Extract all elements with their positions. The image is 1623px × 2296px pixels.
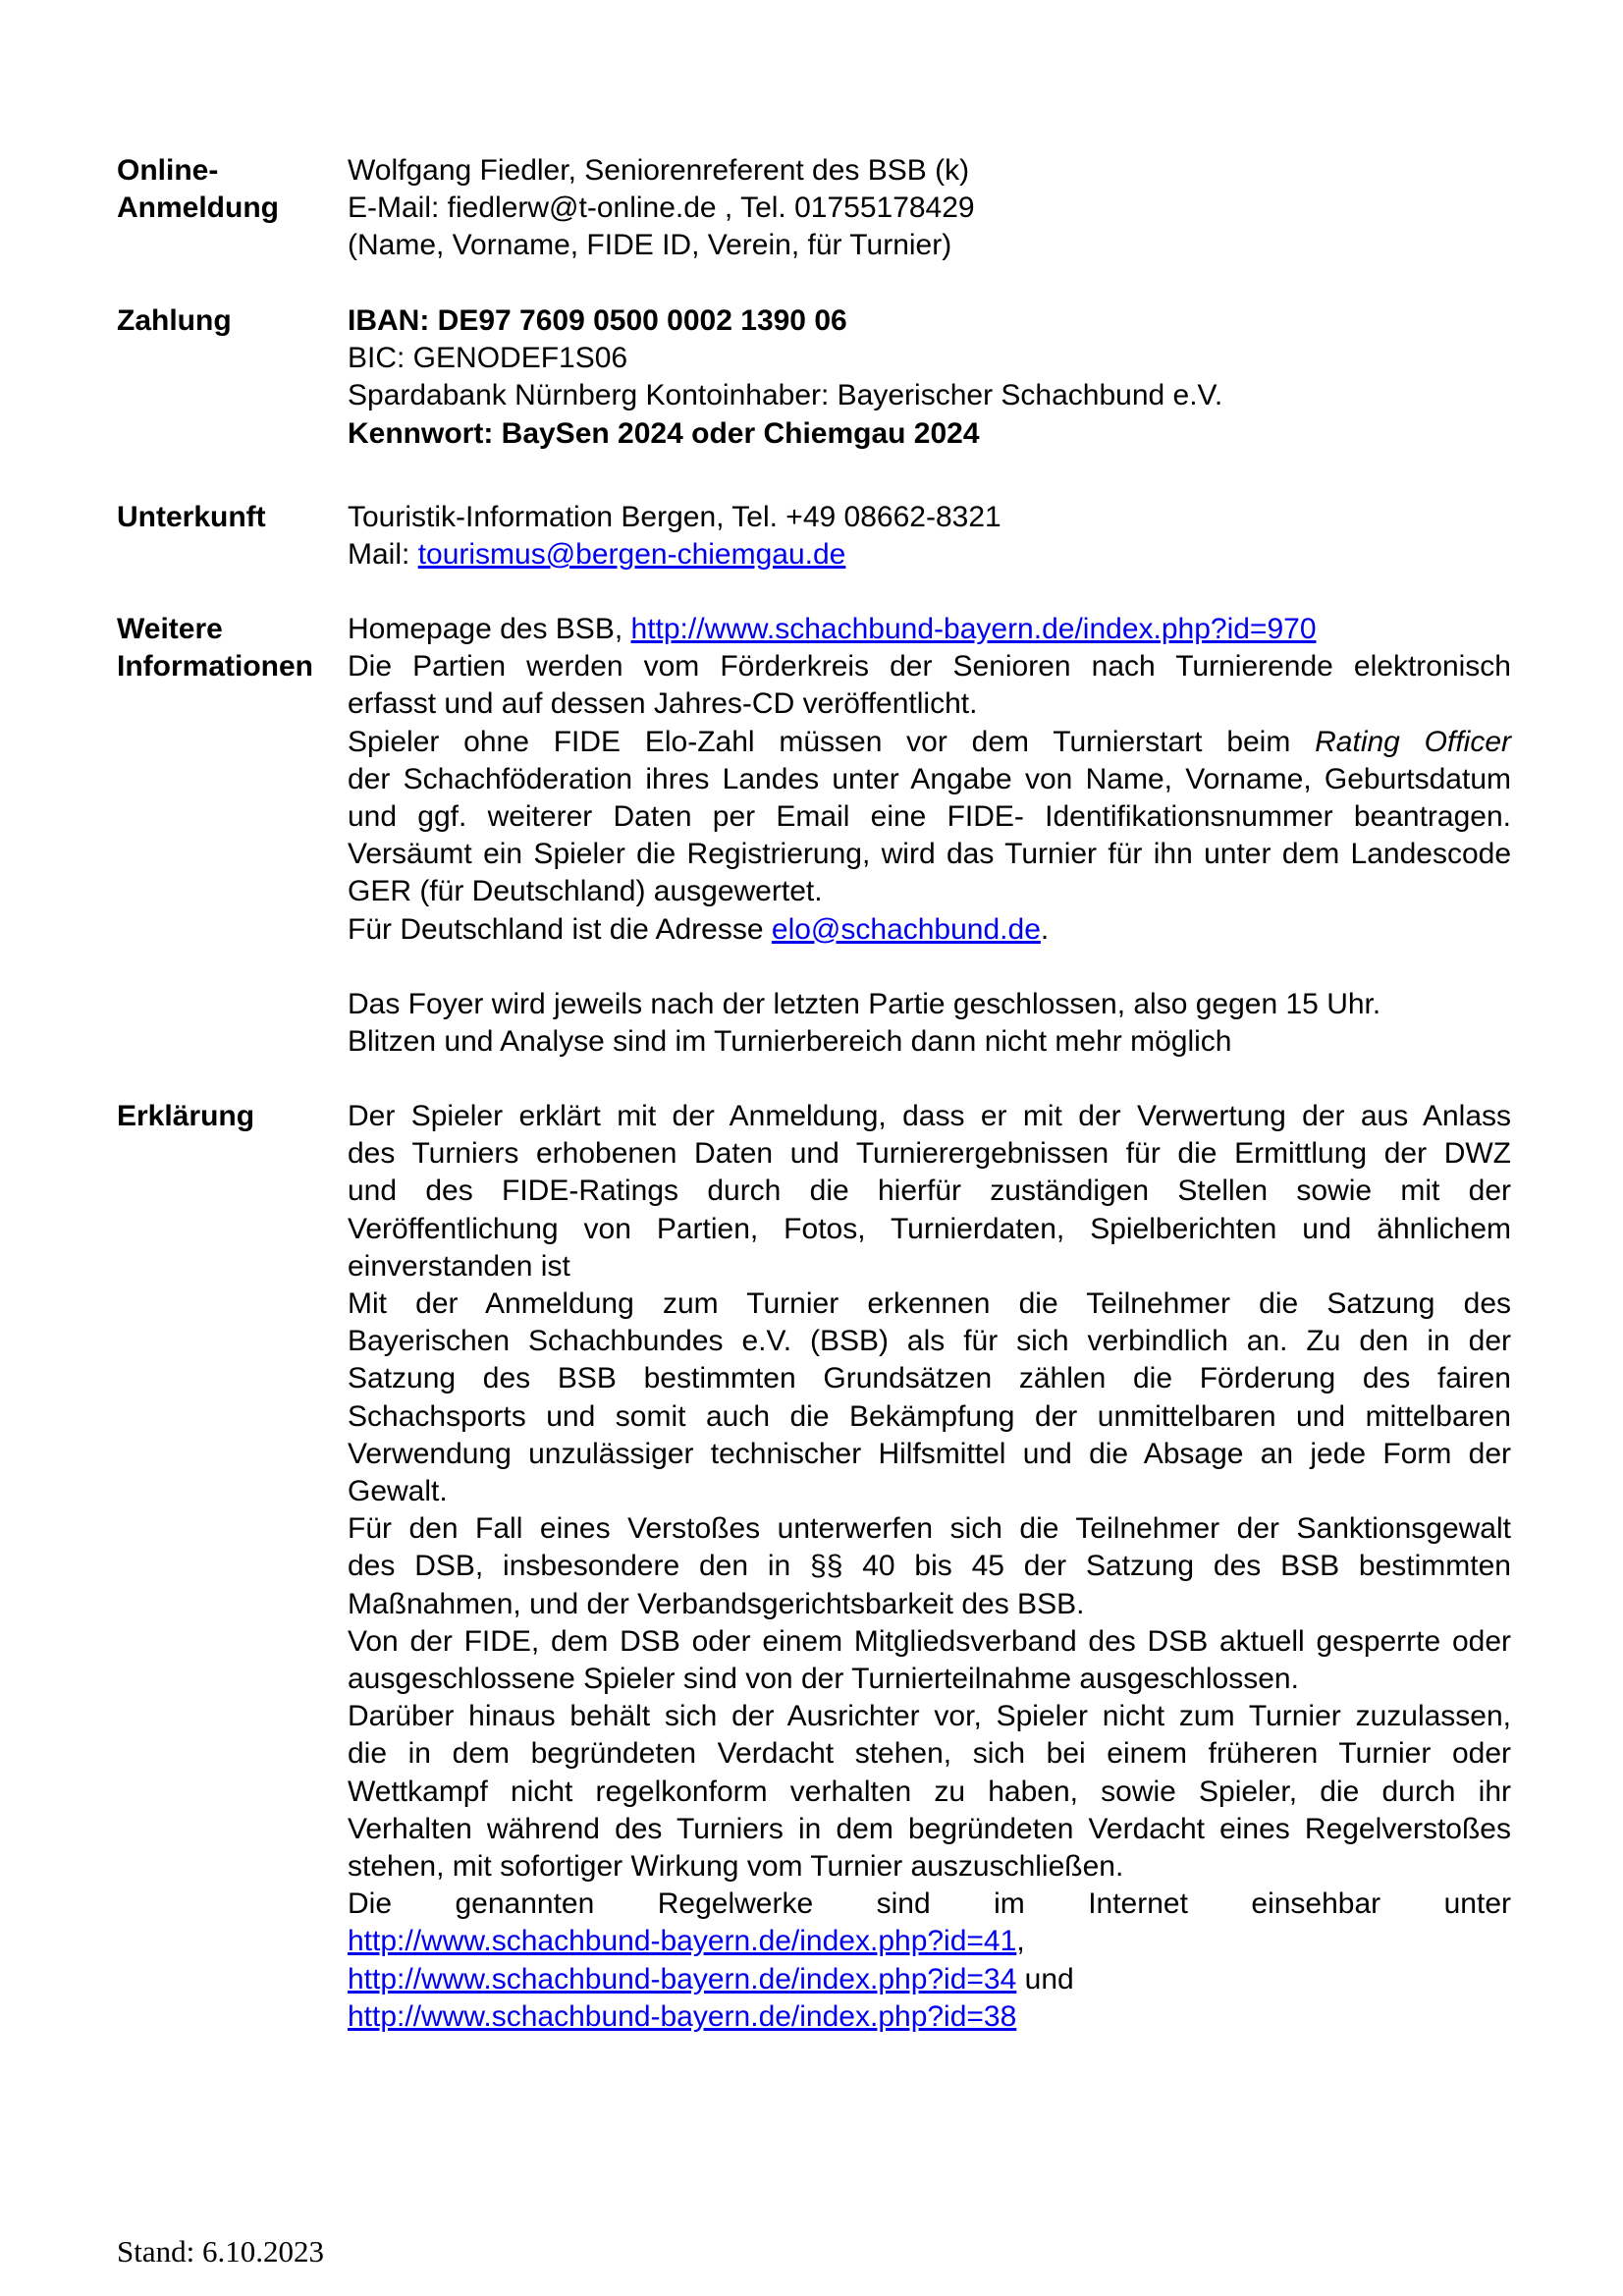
link-suffix: und bbox=[1016, 1962, 1074, 1995]
paragraph-line: Gewalt. bbox=[348, 1475, 448, 1508]
paragraph-line: erfasst und auf dessen Jahres-CD veröffentlicht. bbox=[348, 687, 978, 721]
section-content bbox=[348, 152, 1511, 265]
link-suffix: , bbox=[1016, 1925, 1025, 1958]
paragraph-line: Bayerischen Schachbundes e.V. (BSB) als für sich verbindlich an. Zu den in der bbox=[348, 1325, 1511, 1358]
section-label bbox=[117, 152, 348, 265]
section-content bbox=[348, 499, 1511, 574]
iban: IBAN: DE97 7609 0500 0002 1390 06 bbox=[348, 304, 847, 337]
paragraph-line: Veröffentlichung von Partien, Fotos, Turnierdaten, Spielberichten und ähnlichem bbox=[348, 1212, 1511, 1245]
paragraph-line bbox=[348, 724, 1511, 761]
section-weitere-informationen bbox=[117, 611, 1511, 1061]
foyer-info: Das Foyer wird jeweils nach der letzten Partie geschlossen, also gegen 15 Uhr. bbox=[348, 988, 1381, 1021]
regelwerke-line: Die genannten Regelwerke sind im Internet einsehbar unter bbox=[348, 1887, 1511, 1921]
mail-prefix: Mail: bbox=[348, 538, 418, 572]
blitz-analysis-info: Blitzen und Analyse sind im Turnierbereich dann nicht mehr möglich bbox=[348, 1025, 1232, 1059]
rating-officer-term: Rating Officer bbox=[1315, 725, 1511, 758]
paragraph-line: und des FIDE-Ratings durch die hierfür zuständigen Stellen sowie mit der bbox=[348, 1175, 1511, 1208]
rating-officer-prefix: Spieler ohne FIDE Elo-Zahl müssen vor dem Turnierstart beim bbox=[348, 725, 1316, 758]
paragraph-line: Darüber hinaus behält sich der Ausrichter vor, Spieler nicht zum Turnier zuzulassen, bbox=[348, 1700, 1511, 1733]
label-anmeldung: Anmeldung bbox=[117, 191, 279, 225]
homepage-prefix: Homepage des BSB, bbox=[348, 613, 631, 645]
paragraph-line: die in dem begründeten Verdacht stehen, sich bei einem früheren Turnier oder bbox=[348, 1737, 1511, 1771]
regelwerk-link-34[interactable]: http://www.schachbund-bayern.de/index.php?id=34 bbox=[348, 1962, 1017, 1995]
link-line bbox=[348, 1961, 1511, 1998]
homepage-link[interactable]: http://www.schachbund-bayern.de/index.php?id=970 bbox=[630, 613, 1317, 645]
label-online: Online- bbox=[117, 154, 219, 187]
section-content bbox=[348, 302, 1511, 453]
link-line bbox=[348, 1998, 1511, 2036]
spacer bbox=[348, 949, 1511, 986]
section-erklaerung bbox=[117, 1098, 1511, 2036]
label-erklaerung: Erklärung bbox=[117, 1100, 255, 1132]
paragraph-line: Von der FIDE, dem DSB oder einem Mitgliedsverband des DSB aktuell gesperrte oder bbox=[348, 1624, 1511, 1658]
section-label bbox=[117, 611, 348, 1061]
regelwerk-link-41[interactable]: http://www.schachbund-bayern.de/index.php?id=41 bbox=[348, 1925, 1017, 1958]
paragraph-line: und ggf. weiterer Daten per Email eine FIDE- Identifikationsnummer beantragen. bbox=[348, 800, 1511, 834]
section-label bbox=[117, 499, 348, 574]
paragraph-line: Verwendung unzulässiger technischer Hilfsmittel und die Absage an jede Form der bbox=[348, 1437, 1511, 1470]
paragraph-line: des DSB, insbesondere den in §§ 40 bis 45 der Satzung des BSB bestimmten bbox=[348, 1550, 1511, 1583]
paragraph-line: GER (für Deutschland) ausgewertet. bbox=[348, 875, 823, 908]
elo-email-link[interactable]: elo@schachbund.de bbox=[771, 912, 1041, 946]
paragraph-line: Schachsports und somit auch die Bekämpfung der unmittelbaren und mittelbaren bbox=[348, 1399, 1511, 1433]
label-informationen: Informationen bbox=[117, 650, 313, 683]
section-unterkunft bbox=[117, 499, 1511, 574]
elo-address-line bbox=[348, 911, 1511, 949]
contact-email-phone: E-Mail: fiedlerw@t-online.de , Tel. 01755178429 bbox=[348, 191, 975, 225]
section-label bbox=[117, 1098, 348, 2036]
section-content bbox=[348, 1098, 1511, 2036]
paragraph-line: einverstanden ist bbox=[348, 1249, 570, 1283]
paragraph-line: ausgeschlossene Spieler sind von der Turnierteilnahme ausgeschlossen. bbox=[348, 1663, 1299, 1696]
paragraph-line: Für den Fall eines Verstoßes unterwerfen sich die Teilnehmer der Sanktionsgewalt bbox=[348, 1512, 1511, 1546]
section-online-anmeldung bbox=[117, 152, 1511, 265]
tourist-mail-line bbox=[348, 536, 1511, 574]
homepage-line bbox=[348, 611, 1511, 648]
payment-reference: Kennwort: BaySen 2024 oder Chiemgau 2024 bbox=[348, 416, 980, 450]
paragraph-line: des Turniers erhobenen Daten und Turnierergebnissen für die Ermittlung der DWZ bbox=[348, 1137, 1511, 1171]
paragraph-line: Mit der Anmeldung zum Turnier erkennen die Teilnehmer die Satzung des bbox=[348, 1287, 1511, 1321]
paragraph-line: Der Spieler erklärt mit der Anmeldung, dass er mit der Verwertung der aus Anlass bbox=[348, 1100, 1511, 1132]
paragraph-line: Die Partien werden vom Förderkreis der Senioren nach Turnierende elektronisch bbox=[348, 650, 1511, 683]
footer-stand-date: Stand: 6.10.2023 bbox=[117, 2234, 324, 2269]
label-weitere: Weitere bbox=[117, 613, 223, 645]
contact-required-info: (Name, Vorname, FIDE ID, Verein, für Turnier) bbox=[348, 229, 952, 262]
paragraph-line: Satzung des BSB bestimmten Grundsätzen zählen die Förderung des fairen bbox=[348, 1362, 1511, 1395]
paragraph-line: Maßnahmen, und der Verbandsgerichtsbarkeit des BSB. bbox=[348, 1587, 1085, 1620]
bank-account-holder: Spardabank Nürnberg Kontoinhaber: Bayerischer Schachbund e.V. bbox=[348, 379, 1223, 412]
section-content bbox=[348, 611, 1511, 1061]
regelwerk-link-38[interactable]: http://www.schachbund-bayern.de/index.php?id=38 bbox=[348, 1999, 1017, 2033]
tourism-email-link[interactable]: tourismus@bergen-chiemgau.de bbox=[417, 538, 846, 572]
section-zahlung bbox=[117, 302, 1511, 453]
elo-prefix: Für Deutschland ist die Adresse bbox=[348, 912, 772, 946]
paragraph-line: stehen, mit sofortiger Wirkung vom Turnier auszuschließen. bbox=[348, 1850, 1124, 1884]
bic: BIC: GENODEF1S06 bbox=[348, 342, 628, 375]
label-zahlung: Zahlung bbox=[117, 304, 232, 337]
paragraph-line: Verhalten während des Turniers in dem begründeten Verdacht eines Regelverstoßes bbox=[348, 1812, 1511, 1845]
label-unterkunft: Unterkunft bbox=[117, 501, 266, 533]
tourist-info: Touristik-Information Bergen, Tel. +49 08662-8321 bbox=[348, 501, 1001, 533]
contact-name: Wolfgang Fiedler, Seniorenreferent des BSB (k) bbox=[348, 154, 970, 187]
link-line bbox=[348, 1923, 1511, 1960]
paragraph-line: Versäumt ein Spieler die Registrierung, wird das Turnier für ihn unter dem Landescode bbox=[348, 838, 1511, 871]
elo-suffix: . bbox=[1040, 912, 1050, 946]
paragraph-line: Wettkampf nicht regelkonform verhalten zu haben, sowie Spieler, die durch ihr bbox=[348, 1775, 1511, 1808]
section-label bbox=[117, 302, 348, 453]
paragraph-line: der Schachföderation ihres Landes unter Angabe von Name, Vorname, Geburtsdatum bbox=[348, 762, 1511, 795]
